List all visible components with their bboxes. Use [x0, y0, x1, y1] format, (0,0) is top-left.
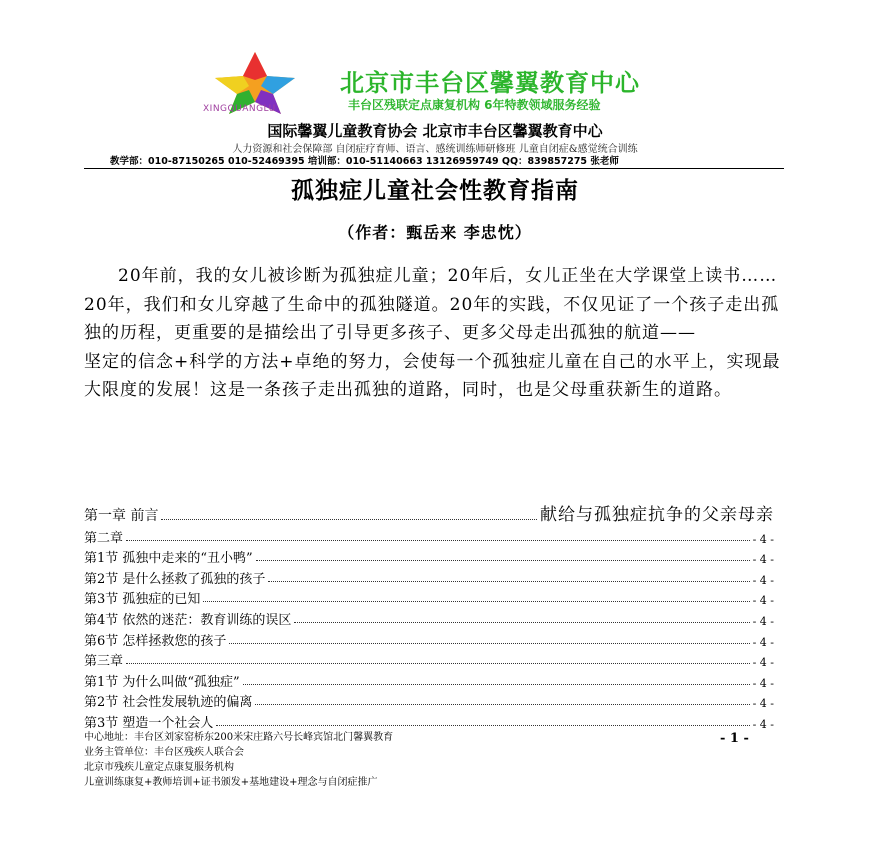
toc-leader-dots [294, 622, 749, 623]
toc-entry-page: - 4 - [752, 717, 774, 731]
toc-entry[interactable] [84, 607, 774, 628]
intro-paragraph-1: 20年前，我的女儿被诊断为孤独症儿童；20年后，女儿正坐在大学课堂上读书……20年，我们和女儿穿越了生命中的孤独隧道。20年的实践，不仅见证了一个孩子走出孤独的历程，更重要的是描绘出了引导更多孩子、更多父母走出孤独的航道—— [84, 266, 780, 343]
contacts-line: 教学部：010-87150265 010-52469395 培训部：010-51140663 13126959749 QQ：839857275 张老师 [110, 156, 619, 167]
author-line: （作者：甄岳来 李忠忱） [338, 223, 532, 242]
toc-entry[interactable] [84, 501, 774, 525]
toc-entry-page: - 4 - [752, 635, 774, 649]
toc-leader-dots [203, 601, 749, 602]
toc-leader-dots [256, 560, 750, 561]
toc-entry[interactable] [84, 525, 774, 546]
toc-entry-page: - 4 - [752, 614, 774, 628]
document-title: 孤独症儿童社会性教育指南 [291, 178, 579, 204]
toc-leader-dots [255, 704, 749, 705]
association-line: 国际馨翼儿童教育协会 北京市丰台区馨翼教育中心 [267, 122, 603, 140]
toc-entry[interactable] [84, 669, 774, 690]
toc-entry-label: 第三章 [84, 654, 124, 670]
footer-designation: 北京市残疾儿童定点康复服务机构 [84, 762, 234, 773]
toc-entry-label: 第二章 [84, 530, 124, 546]
toc-entry-page: 献给与孤独症抗争的父亲母亲 [540, 505, 774, 525]
footer-supervisor: 业务主管单位：丰台区残疾人联合会 [84, 747, 244, 758]
intro-section [84, 262, 784, 405]
footer-address: 中心地址：丰台区刘家窑桥东200米宋庄路六号长峰宾馆北门馨翼教育 [84, 732, 394, 743]
footer-business: 儿童训练康复+教师培训+证书颁发+基地建设+理念与自闭症推广 [84, 777, 378, 788]
toc-entry-page: - 4 - [752, 676, 774, 690]
toc-entry-label: 第1节 为什么叫做“孤独症” [84, 674, 240, 690]
header-divider [84, 168, 784, 169]
toc-entry-label: 第2节 是什么拯救了孤独的孩子 [84, 571, 266, 587]
toc-leader-dots [126, 540, 750, 541]
toc-entry-label: 第2节 社会性发展轨迹的偏离 [84, 695, 253, 711]
toc-entry-page: - 4 - [752, 532, 774, 546]
toc-leader-dots [161, 519, 537, 520]
table-of-contents [84, 501, 774, 731]
toc-leader-dots [126, 663, 750, 664]
toc-entry[interactable] [84, 628, 774, 649]
toc-entry-label: 第4节 依然的迷茫：教育训练的误区 [84, 612, 292, 628]
toc-leader-dots [243, 684, 750, 685]
page-number: - 1 - [720, 731, 749, 746]
toc-entry-label: 第6节 怎样拯救您的孩子 [84, 633, 227, 649]
toc-entry-label: 第3节 塑造一个社会人 [84, 715, 214, 731]
logo-wordmark: XINGQUANGLU [203, 104, 276, 114]
toc-leader-dots [268, 581, 749, 582]
toc-entry-page: - 4 - [752, 573, 774, 587]
org-subtitle: 丰台区残联定点康复机构 6年特教领域服务经验 [348, 98, 601, 112]
toc-entry-label: 第3节 孤独症的已知 [84, 592, 201, 608]
toc-leader-dots [229, 643, 749, 644]
toc-leader-dots [216, 725, 749, 726]
org-title: 北京市丰台区馨翼教育中心 [340, 69, 640, 97]
toc-entry[interactable] [84, 566, 774, 587]
toc-entry-label: 第1节 孤独中走来的“丑小鸭” [84, 551, 253, 567]
toc-entry-page: - 4 - [752, 594, 774, 608]
toc-entry[interactable] [84, 649, 774, 670]
toc-entry[interactable] [84, 587, 774, 608]
toc-entry[interactable] [84, 710, 774, 731]
toc-entry-label: 第一章 前言 [84, 508, 159, 524]
toc-entry-page: - 4 - [752, 656, 774, 670]
services-line: 人力资源和社会保障部 自闭症疗育师、语言、感统训练师研修班 儿童自闭症&感觉统合训练 [232, 144, 638, 155]
toc-entry-page: - 4 - [752, 697, 774, 711]
intro-paragraph-2: 坚定的信念+科学的方法+卓绝的努力，会使每一个孤独症儿童在自己的水平上，实现最大限度的发展！这是一条孩子走出孤独的道路，同时，也是父母重获新生的道路。 [84, 351, 781, 400]
toc-entry-page: - 4 - [752, 553, 774, 567]
toc-entry[interactable] [84, 690, 774, 711]
page-footer [84, 730, 393, 790]
toc-entry[interactable] [84, 546, 774, 567]
